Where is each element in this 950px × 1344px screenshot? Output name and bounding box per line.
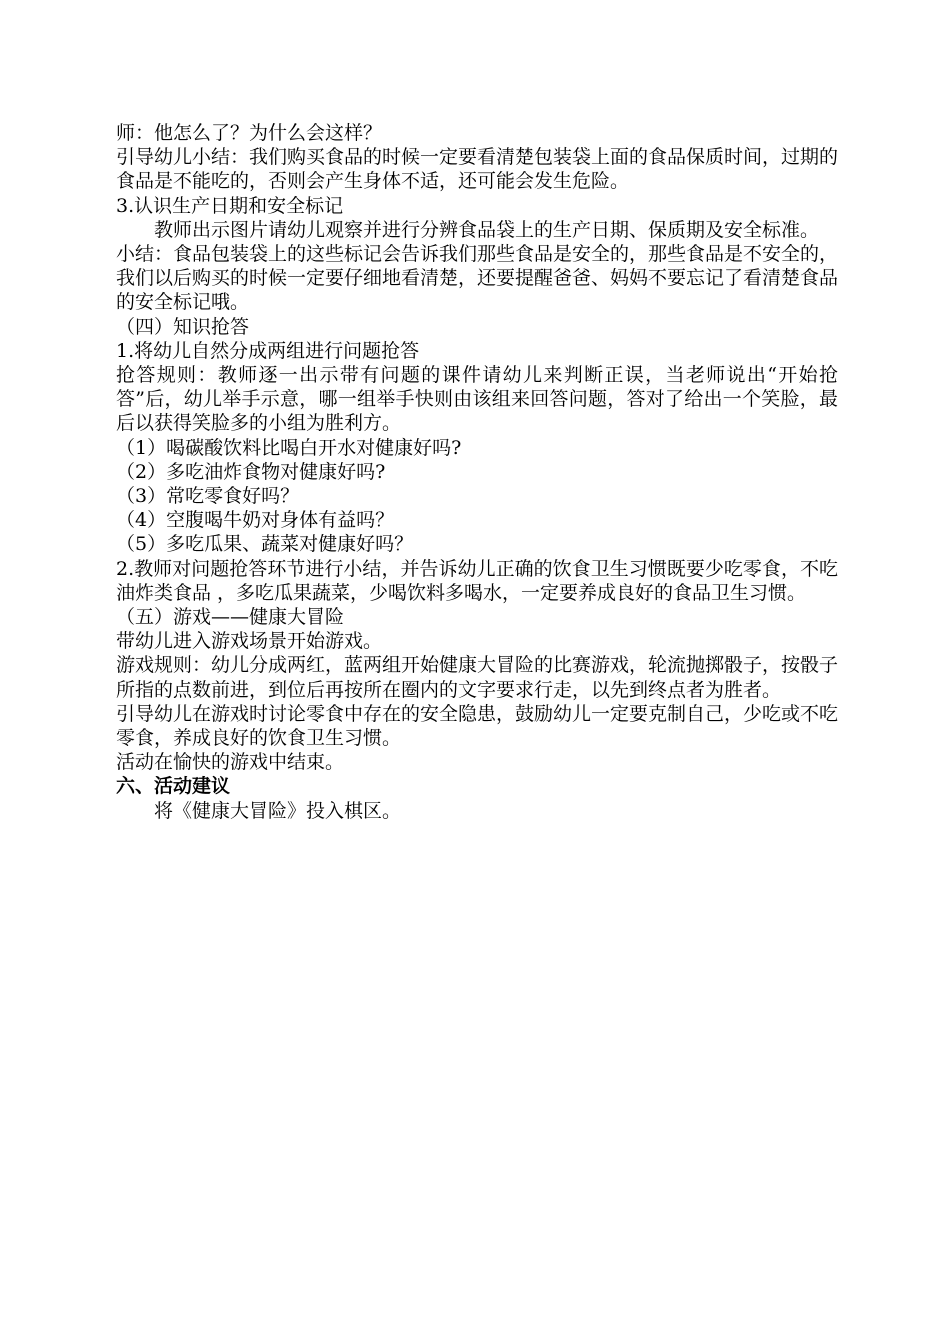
body-paragraph: 带幼儿进入游戏场景开始游戏。 [116,630,383,653]
body-paragraph: 将《健康大冒险》投入棋区。 [154,799,402,822]
question-item: （3）常吃零食好吗？ [116,485,300,508]
summary-paragraph: 小结：食品包装袋上的这些标记会告诉我们那些食品是安全的，那些食品是不安全的，我们以后购买的时候一定要仔细地看清楚，还要提醒爸爸、妈妈不要忘记了看清楚食品的安全标记哦。 [116,243,839,314]
question-item: （1）喝碳酸饮料比喝白开水对健康好吗? [116,436,462,459]
rules-paragraph: 游戏规则：幼儿分成两红，蓝两组开始健康大冒险的比赛游戏，轮流抛掷骰子，按骰子所指的点数前进，到位后再按所在圈内的文字要求行走，以先到终点者为胜者。 [116,654,839,701]
dialogue-line: 师：他怎么了？为什么会这样？ [116,122,383,144]
section-heading: （五）游戏——健康大冒险 [116,606,345,629]
step-heading: 1.将幼儿自然分成两组进行问题抢答 [116,339,420,362]
body-paragraph: 教师出示图片请幼儿观察并进行分辨食品袋上的生产日期、保质期及安全标准。 [154,218,820,241]
question-item: （2）多吃油炸食物对健康好吗? [116,460,386,483]
question-item: （5）多吃瓜果、蔬菜对健康好吗？ [116,533,414,556]
question-item: （4）空腹喝牛奶对身体有益吗？ [116,509,395,532]
rules-paragraph: 抢答规则：教师逐一出示带有问题的课件请幼儿来判断正误，当老师说出“开始抢答”后，幼儿举手示意，哪一组举手快则由该组来回答问题，答对了给出一个笑脸，最后以获得笑脸多的小组为胜利方。 [116,364,838,435]
section-heading: （四）知识抢答 [116,315,250,338]
body-paragraph: 活动在愉快的游戏中结束。 [116,751,345,774]
summary-paragraph: 引导幼儿小结：我们购买食品的时候一定要看清楚包装袋上面的食品保质时间，过期的食品是不能吃的，否则会产生身体不适，还可能会发生危险。 [116,146,839,193]
step-paragraph: 2.教师对问题抢答环节进行小结，并告诉幼儿正确的饮食卫生习惯既要少吃零食，不吃油炸类食品 ，多吃瓜果蔬菜，少喝饮料多喝水，一定要养成良好的食品卫生习惯。 [116,557,838,604]
document-page [116,121,838,823]
step-heading: 3.认识生产日期和安全标记 [116,194,344,217]
body-paragraph: 引导幼儿在游戏时讨论零食中存在的安全隐患，鼓励幼儿一定要克制自己，少吃或不吃零食，养成良好的饮食卫生习惯。 [116,702,839,750]
chapter-heading: 六、活动建议 [116,775,231,798]
